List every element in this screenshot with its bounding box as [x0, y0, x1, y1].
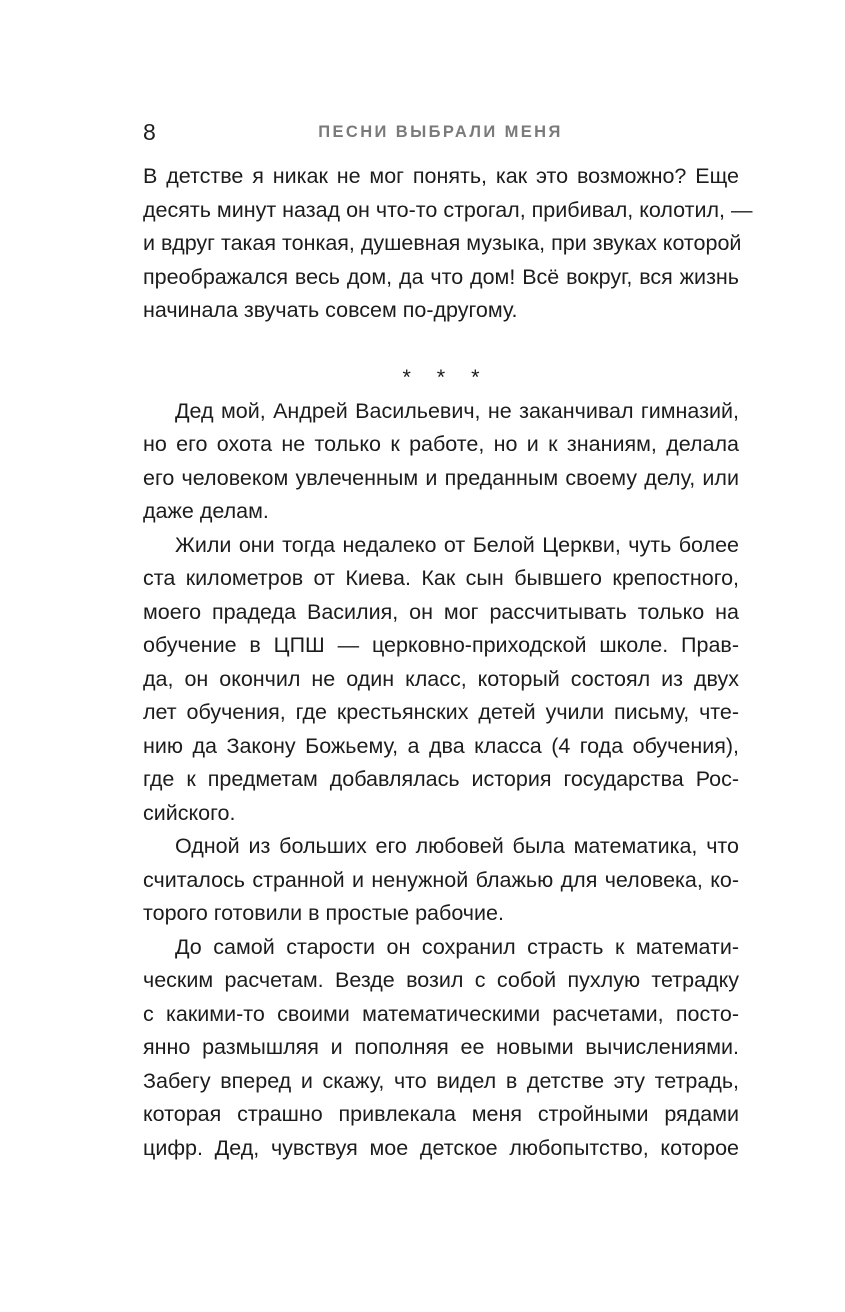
text-line: которая страшно привлекала меня стройными рядами — [143, 1102, 739, 1126]
text-line: его человеком увлеченным и преданным своему делу, или — [143, 465, 739, 490]
page-header — [143, 116, 738, 148]
text-line: но его охота не только к работе, но и к знаниям, делала — [143, 432, 739, 456]
text-line: с какими-то своими математическими расчетами, посто- — [143, 1001, 739, 1026]
page-number: 8 — [143, 119, 156, 145]
text-line: янно размышляя и пополняя ее новыми вычислениями. — [143, 1035, 739, 1059]
text-line: начинала звучать совсем по-другому. — [143, 298, 518, 322]
text-line: и вдруг такая тонкая, душевная музыка, при звуках которой — [143, 231, 742, 255]
text-line: В детстве я никак не мог понять, как это возможно? Еще — [143, 164, 739, 188]
text-line: десять минут назад он что-то строгал, прибивал, колотил, — — [143, 197, 753, 222]
text-line: где к предметам добавлялась история государства Рос- — [143, 767, 739, 791]
text-line: считалось странной и ненужной блажью для человека, ко- — [143, 867, 739, 892]
text-line: До самой старости он сохранил страсть к математи- — [175, 934, 739, 959]
text-line: Дед мой, Андрей Васильевич, не заканчивал гимназий, — [175, 398, 739, 423]
text-line: даже делам. — [143, 499, 269, 523]
text-line: да, он окончил не один класс, который состоял из двух — [143, 666, 739, 691]
paragraph — [143, 830, 739, 931]
paragraph — [143, 160, 753, 328]
text-line: лет обучения, где крестьянских детей учили письму, чте- — [143, 700, 739, 724]
text-line: Одной из больших его любовей была математика, что — [175, 834, 739, 858]
section-separator: * * * — [402, 365, 490, 389]
text-line: торого готовили в простые рабочие. — [143, 901, 504, 925]
text-line: Жили они тогда недалеко от Белой Церкви, чуть более — [175, 532, 739, 557]
text-line: моего прадеда Василия, он мог рассчитывать только на — [143, 599, 739, 624]
text-line: ста километров от Киева. Как сын бывшего крепостного, — [143, 566, 739, 590]
text-line: цифр. Дед, чувствуя мое детское любопытство, которое — [143, 1135, 739, 1160]
text-line: обучение в ЦПШ — церковно-приходской школе. Прав- — [143, 633, 739, 657]
body-text — [143, 160, 753, 1165]
running-title: ПЕСНИ ВЫБРАЛИ МЕНЯ — [318, 123, 563, 141]
text-line: преображался весь дом, да что дом! Всё вокруг, вся жизнь — [143, 264, 739, 289]
text-line: сийского. — [143, 800, 236, 825]
text-line: Забегу вперед и скажу, что видел в детстве эту тетрадь, — [143, 1068, 739, 1093]
text-line: нию да Закону Божьему, а два класса (4 года обучения), — [143, 733, 739, 758]
text-line: ческим расчетам. Везде возил с собой пухлую тетрадку — [143, 968, 739, 992]
paragraph — [143, 529, 739, 831]
paragraph — [143, 931, 739, 1166]
paragraph — [143, 395, 739, 529]
